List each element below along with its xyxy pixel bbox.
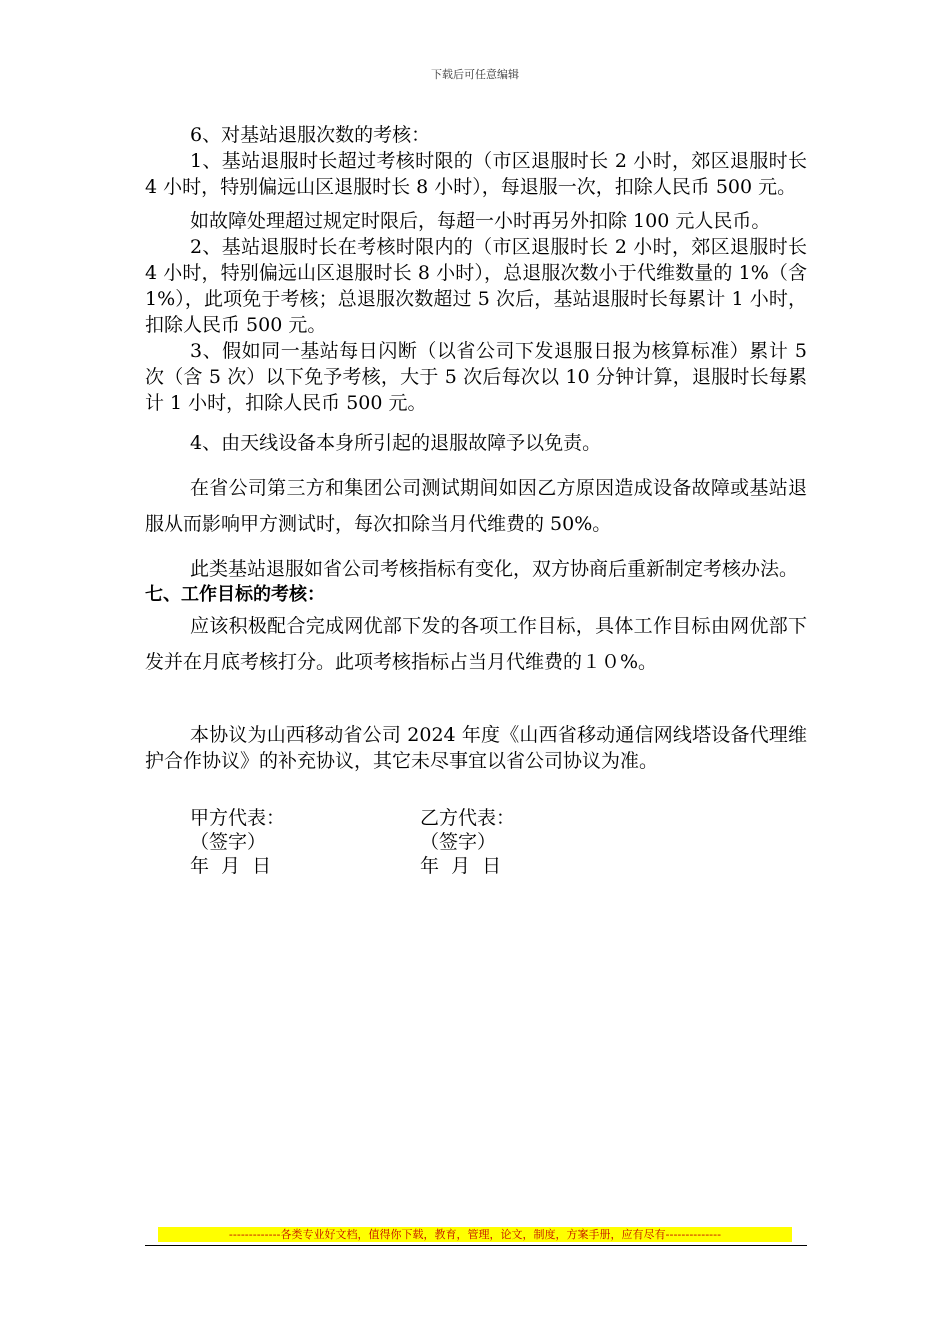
paragraph-overtime: 如故障处理超过规定时限后，每超一小时再另外扣除 100 元人民币。 bbox=[190, 210, 771, 232]
document-body bbox=[145, 122, 807, 886]
party-b-signature bbox=[420, 806, 515, 878]
paragraph-testing: 在省公司第三方和集团公司测试期间如因乙方原因造成设备故障或基站退服从而影响甲方测试时，每次扣除当月代维费的 50%。 bbox=[145, 477, 807, 535]
party-b-sign-note: （签字） bbox=[420, 831, 497, 853]
footer-divider bbox=[145, 1245, 807, 1246]
page-header: 下载后可任意编辑 bbox=[431, 68, 519, 81]
party-b-label: 乙方代表： bbox=[420, 807, 516, 829]
signature-block bbox=[145, 806, 807, 886]
paragraph-agreement: 本协议为山西移动省公司 2024 年度《山西省移动通信网线塔设备代理维护合作协议》的补充协议，其它未尽事宜以省公司协议为准。 bbox=[145, 724, 807, 772]
party-a-sign-note: （签字） bbox=[190, 831, 267, 853]
paragraph-item-2: 2、基站退服时长在考核时限内的（市区退服时长 2 小时，郊区退服时长 4 小时，特别偏远山区退服时长 8 小时），总退服次数小于代维数量的 1%（含 1%），此项免于考核；总退服次数超过 5 次后，基站退服时长每累计 1 小时，扣除人民币 500 元。 bbox=[145, 236, 807, 336]
paragraph-item-1: 1、基站退服时长超过考核时限的（市区退服时长 2 小时，郊区退服时长 4 小时，特别偏远山区退服时长 8 小时），每退服一次，扣除人民币 500 元。 bbox=[145, 150, 807, 198]
footer-banner: -------------各类专业好文档，值得你下载，教育，管理，论文，制度，方案手册，应有尽有-------------- bbox=[158, 1227, 792, 1242]
party-a-label: 甲方代表： bbox=[190, 807, 286, 829]
paragraph-6-heading: 6、对基站退服次数的考核： bbox=[190, 124, 431, 146]
section-7-title: 七、工作目标的考核： bbox=[145, 584, 325, 605]
paragraph-item-4: 4、由天线设备本身所引起的退服故障予以免责。 bbox=[190, 432, 602, 454]
paragraph-work-goals: 应该积极配合完成网优部下发的各项工作目标，具体工作目标由网优部下发并在月底考核打分。此项考核指标占当月代维费的１０%。 bbox=[145, 615, 807, 673]
party-a-date: 年 月 日 bbox=[190, 855, 272, 877]
paragraph-change: 此类基站退服如省公司考核指标有变化，双方协商后重新制定考核办法。 bbox=[190, 558, 799, 580]
party-a-signature bbox=[190, 806, 285, 878]
party-b-date: 年 月 日 bbox=[420, 855, 502, 877]
paragraph-item-3: 3、假如同一基站每日闪断（以省公司下发退服日报为核算标准）累计 5 次（含 5 次）以下免予考核，大于 5 次后每次以 10 分钟计算，退服时长每累计 1 小时，扣除人民币 500 元。 bbox=[145, 340, 807, 414]
